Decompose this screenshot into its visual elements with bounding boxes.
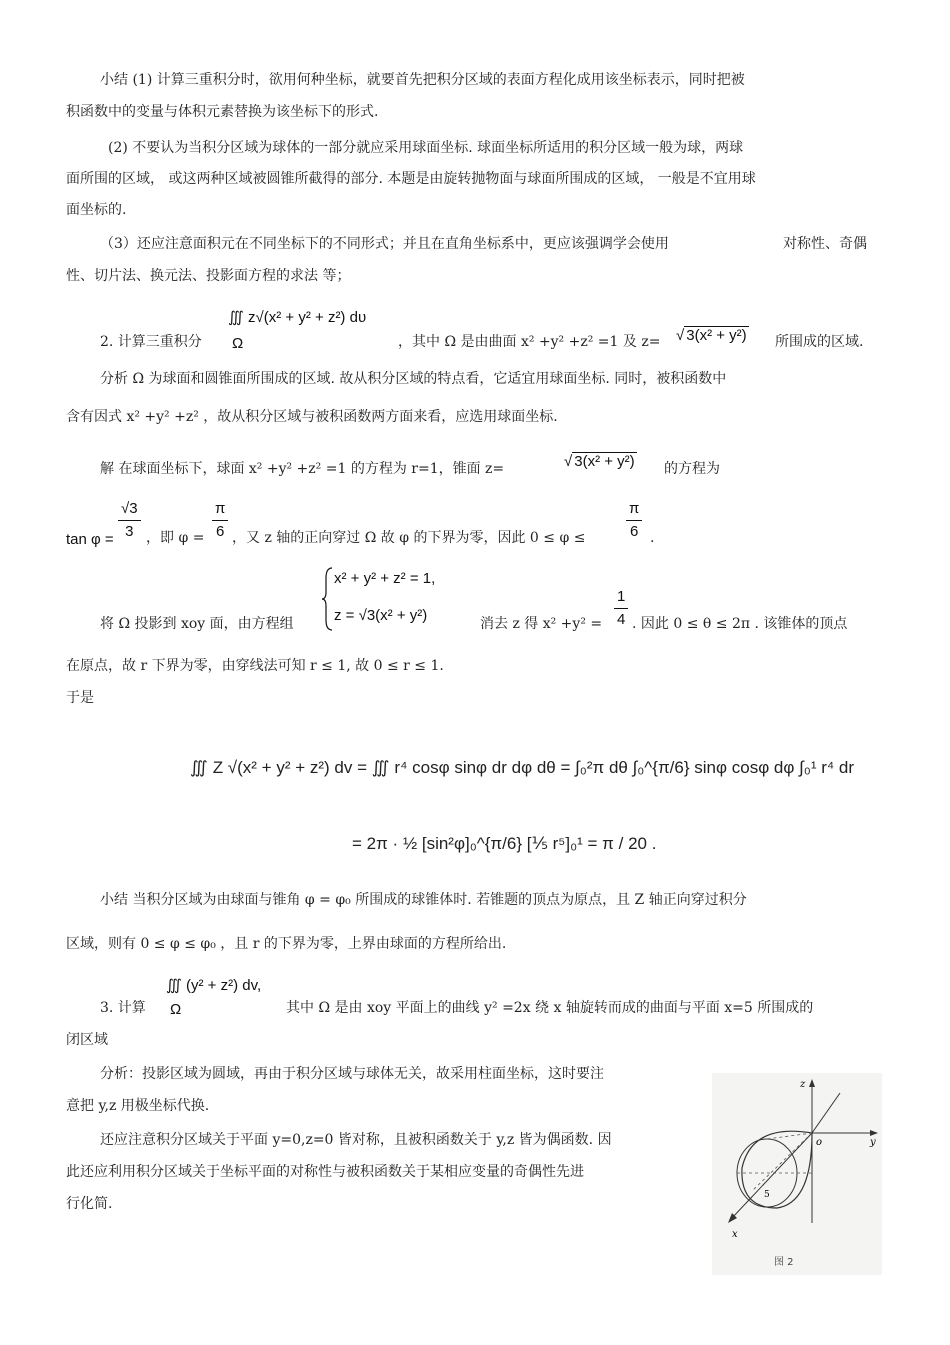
quarter-numerator: 1	[614, 586, 628, 609]
figure-caption: 图 2	[774, 1257, 794, 1268]
summary-2-line-1: (2) 不要认为当积分区域为球体的一部分就应采用球面坐标. 球面坐标所适用的积分区域一般为球，两球	[108, 140, 744, 156]
analysis-line-2: 含有因式 x² +y² +z² ，故从积分区域与被积函数两方面来看，应选用球面坐标.	[66, 409, 558, 425]
problem-3-integral: ∭ (y² + z²) dv,	[166, 977, 262, 994]
summary-1-line-2: 积函数中的变量与体积元素替换为该坐标下的形式.	[66, 104, 379, 120]
analysis-3-line-2: 意把 y,z 用极坐标代换.	[66, 1098, 210, 1114]
cone-radicand: 3(x² + y²)	[686, 327, 747, 344]
tan-numerator: √3	[118, 498, 141, 521]
system-equation-2: z = √3(x² + y²)	[334, 607, 428, 624]
origin-label: o	[816, 1137, 823, 1148]
problem-2-integrand: z√(x² + y² + z²) dυ	[248, 309, 367, 326]
x-label: x	[732, 1229, 738, 1240]
summary-2-line-3: 面坐标的.	[66, 202, 127, 218]
analysis-line-1: 分析 Ω 为球面和圆锥面所围成的区域. 故从积分区域的特点看，它适宜用球面坐标. 同时，被积函数中	[100, 371, 727, 387]
omega-symbol: Ω	[232, 335, 244, 352]
r-range-line: 在原点，故 r 下界为零，由穿线法可知 r ≤ 1, 故 0 ≤ r ≤ 1.	[66, 658, 444, 674]
tan-denominator: 3	[125, 523, 134, 540]
cone-equation-2: √ 3(x² + y²)	[564, 453, 635, 470]
projection-line-c: . 因此 0 ≤ θ ≤ 2π . 该锥体的顶点	[632, 616, 848, 632]
solution-line-1: 解 在球面坐标下，球面 x² +y² +z² =1 的方程为 r=1，锥面 z=	[100, 461, 505, 477]
cone-equation: √ 3(x² + y²)	[676, 327, 747, 344]
figure-2	[712, 1073, 882, 1275]
phi-upper-denominator: 6	[630, 523, 639, 540]
tan-fraction	[118, 498, 141, 543]
phi-fraction	[212, 498, 228, 543]
y-arrow-icon	[870, 1130, 878, 1136]
summary-cone-line-1: 小结 当积分区域为由球面与锥角 φ = φ₀ 所围成的球锥体时. 若锥题的顶点为原点，且 Z 轴正向穿过积分	[100, 892, 747, 908]
phi-denominator: 6	[216, 523, 225, 540]
system-equation-1: x² + y² + z² = 1,	[334, 570, 436, 587]
summary-cone-line-2: 区域，则有 0 ≤ φ ≤ φ₀ ，且 r 的下界为零，上界由球面的方程所给出.	[66, 936, 507, 952]
x-axis	[732, 1133, 812, 1218]
problem-3-tail: 闭区域	[66, 1032, 108, 1048]
five-label: 5	[764, 1190, 770, 1200]
z-label: z	[800, 1079, 806, 1090]
period: .	[650, 530, 655, 546]
summary-3-line-1a: （3）还应注意面积元在不同坐标下的不同形式；并且在直角坐标系中，更应该强调学会使用	[100, 236, 669, 252]
phi-upper-fraction	[626, 498, 642, 543]
system-brace	[322, 566, 334, 632]
problem-2-lead: 2. 计算三重积分	[100, 334, 202, 350]
summary-3-line-1b: 对称性、奇偶	[783, 236, 867, 252]
note-3-line-3: 行化简.	[66, 1196, 113, 1212]
note-3-line-2: 此还应利用积分区域关于坐标平面的对称性与被积函数关于某相应变量的奇偶性先进	[66, 1164, 584, 1180]
analysis-3-line-1: 分析：投影区域为圆域，再由于积分区域与球体无关，故采用柱面坐标，这时要注	[100, 1066, 604, 1082]
summary-2-line-2: 面所围的区域， 或这两种区域被圆锥所截得的部分. 本题是由旋转抛物面与球面所围成的区域， 一般是不宜用球	[66, 171, 756, 187]
equation-1: ∭ Z √(x² + y² + z²) dv = ∭ r⁴ cosφ sinφ dr dφ dθ = ∫₀²π dθ ∫₀^{π/6} sinφ cosφ dφ ∫₀¹ r⁴ dr	[190, 758, 855, 777]
dashed-ray	[752, 1133, 812, 1191]
phi-numerator: π	[212, 498, 228, 521]
summary-3-line-2: 性、切片法、换元法、投影面方程的求法 等；	[66, 268, 351, 284]
quarter-fraction	[614, 586, 628, 631]
tan-label: tan φ =	[66, 531, 114, 548]
projection-line-a: 将 Ω 投影到 xoy 面，由方程组	[100, 616, 294, 632]
phi-equals: ，即 φ =	[146, 530, 205, 546]
y-label: y	[870, 1137, 876, 1148]
quarter-denominator: 4	[617, 611, 626, 628]
summary-1-line-1: 小结 (1) 计算三重积分时，欲用何种坐标，就要首先把积分区域的表面方程化成用该坐标表示，同时把被	[100, 72, 745, 88]
problem-3-condition: 其中 Ω 是由 xoy 平面上的曲线 y² =2x 绕 x 轴旋转而成的曲面与平面 x=5 所围成的	[286, 1000, 814, 1016]
omega-symbol-3: Ω	[170, 1001, 182, 1018]
yushi: 于是	[66, 690, 94, 706]
projection-line-b: 消去 z 得 x² +y² =	[480, 616, 603, 632]
paraboloid-diagram	[712, 1073, 882, 1275]
solution-line-1-tail: 的方程为	[664, 461, 720, 477]
cone-radicand-2: 3(x² + y²)	[574, 453, 635, 470]
z-arrow-icon	[809, 1079, 815, 1087]
problem-3-lead: 3. 计算	[100, 1000, 146, 1016]
problem-2-condition: ，其中 Ω 是由曲面 x² +y² +z² =1 及 z=	[398, 334, 661, 350]
problem-2-tail: 所围成的区域.	[775, 334, 864, 350]
note-3-line-1: 还应注意积分区域关于平面 y=0,z=0 皆对称，且被积函数关于 y,z 皆为偶函数. 因	[100, 1132, 612, 1148]
problem-2-integral: ∭ z√(x² + y² + z²) dυ	[228, 309, 367, 326]
phi-upper-numerator: π	[626, 498, 642, 521]
equation-2: = 2π · ½ [sin²φ]₀^{π/6} [⅕ r⁵]₀¹ = π / 20 .	[352, 834, 657, 853]
solution-line-2: ，又 z 轴的正向穿过 Ω 故 φ 的下界为零，因此 0 ≤ φ ≤	[232, 530, 586, 546]
oblique-line	[812, 1093, 840, 1133]
